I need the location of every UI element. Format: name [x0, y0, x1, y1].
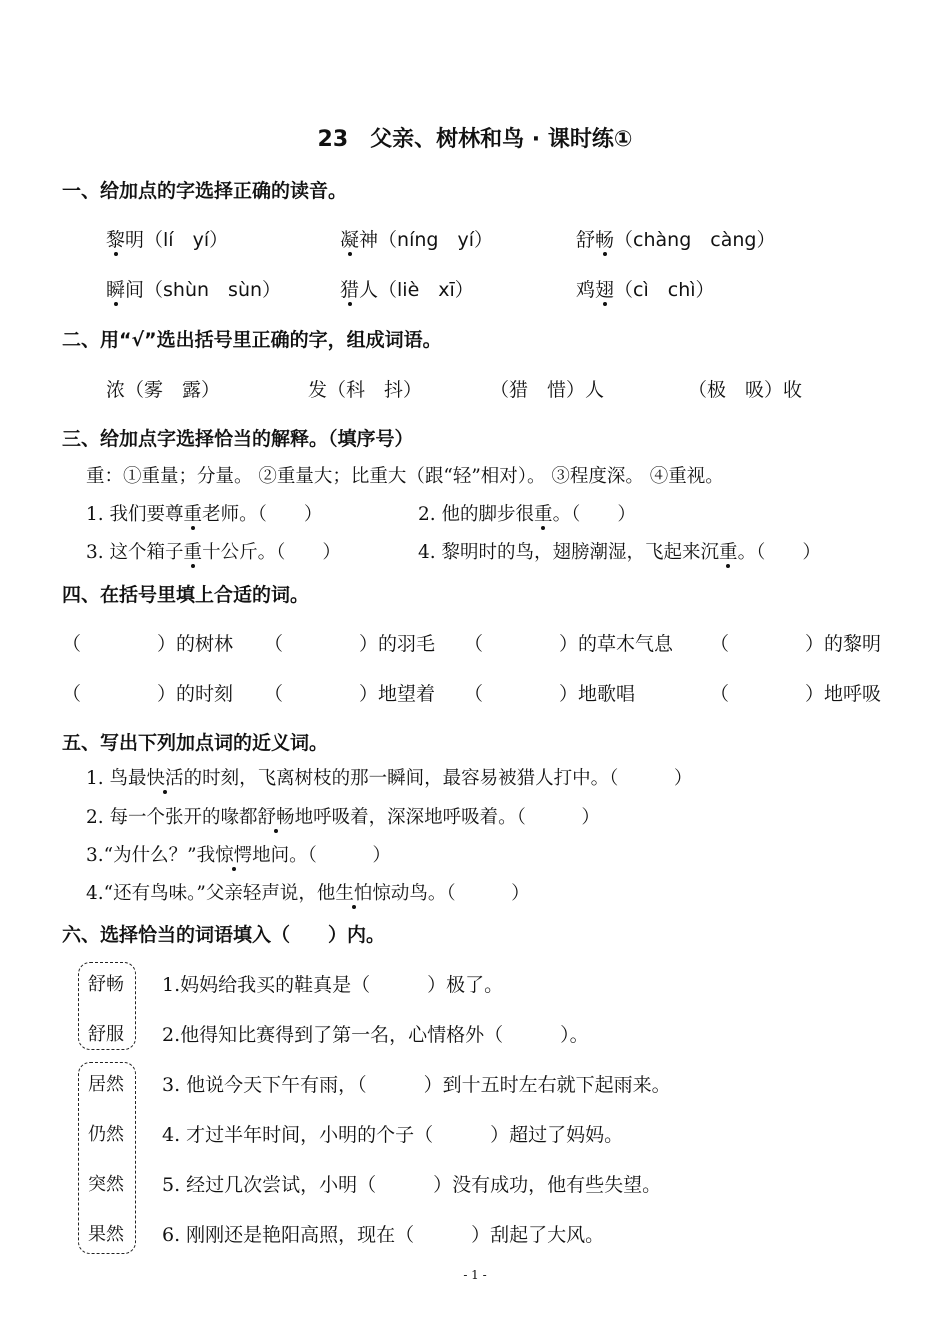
page-title: 23 父亲、树林和鸟 · 课时练①	[317, 127, 633, 152]
box-word: 突然	[88, 1174, 124, 1195]
pinyin-options: （cì chì）	[614, 279, 715, 301]
section-2-heading: 二、用“√”选出括号里正确的字，组成词语。	[62, 329, 442, 351]
choice-item-1: 浓（雾 露）	[106, 379, 221, 401]
sentence-1: 1.妈妈给我买的鞋真是（ ）极了。	[162, 974, 504, 996]
choice-item-2: 发（科 抖）	[308, 379, 423, 401]
choice-item-4: （极 吸）收	[688, 379, 803, 401]
dotted-char: 翅	[595, 279, 615, 301]
box-word: 居然	[88, 1074, 124, 1095]
section-5-heading: 五、写出下列加点词的近义词。	[62, 732, 329, 754]
dotted-word: 生怕	[335, 883, 373, 904]
dotted-char: 猎	[340, 279, 360, 301]
dotted-word: 舒畅	[257, 807, 295, 828]
fill-item-1: （ ）的树林	[62, 633, 234, 655]
section-6-heading: 六、选择恰当的词语填入（ ）内。	[62, 924, 386, 946]
pinyin-item-1: 黎明（lí yí）	[106, 229, 229, 251]
fill-item-8: （ ）地呼吸	[710, 683, 882, 705]
box-word: 果然	[88, 1224, 124, 1245]
sentence-4: 4. 才过半年时间，小明的个子（ ）超过了妈妈。	[162, 1124, 624, 1146]
question-5-1: 1. 鸟最快活的时刻，飞离树枝的那一瞬间，最容易被猎人打中。（ ）	[86, 768, 693, 789]
dotted-word: 惊愕	[215, 845, 253, 866]
question-5-3: 3.“为什么？”我惊愕地问。（ ）	[86, 845, 391, 866]
pinyin-options: （shùn sùn）	[144, 279, 282, 301]
page-number: - 1 -	[463, 1268, 487, 1282]
pinyin-options: （liè xī）	[378, 279, 474, 301]
pinyin-item-6: 鸡翅（cì chì）	[576, 279, 715, 301]
sentence-3: 3. 他说今天下午有雨，（ ）到十五时左右就下起雨来。	[162, 1074, 671, 1096]
fill-item-4: （ ）的黎明	[710, 633, 882, 655]
question-5-2: 2. 每一个张开的喙都舒畅地呼吸着，深深地呼吸着。（ ）	[86, 807, 600, 828]
dotted-char: 重	[183, 504, 203, 525]
sentence-2: 2.他得知比赛得到了第一名，心情格外（ ）。	[162, 1024, 589, 1046]
pinyin-item-3: 舒畅（chàng càng）	[576, 229, 776, 251]
question-3-1: 1. 我们要尊重老师。（ ）	[86, 504, 323, 525]
question-3-2: 2. 他的脚步很重。（ ）	[418, 504, 636, 525]
box-word: 仍然	[88, 1124, 124, 1145]
dotted-char: 重	[534, 504, 553, 525]
box-word: 舒服	[88, 1024, 124, 1045]
definition-line: 重：①重量；分量。 ②重量大；比重大（跟“轻”相对）。 ③程度深。 ④重视。	[86, 466, 724, 487]
question-3-3: 3. 这个箱子重十公斤。（ ）	[86, 542, 341, 563]
pinyin-item-5: 猎人（liè xī）	[340, 279, 474, 301]
section-4-heading: 四、在括号里填上合适的词。	[62, 584, 310, 606]
fill-item-3: （ ）的草木气息	[464, 633, 674, 655]
dotted-char: 畅	[595, 229, 615, 251]
fill-item-5: （ ）的时刻	[62, 683, 234, 705]
choice-item-3: （猎 惜）人	[490, 379, 605, 401]
question-5-4: 4.“还有鸟味。”父亲轻声说，他生怕惊动鸟。（ ）	[86, 883, 530, 904]
dotted-word: 快活	[146, 768, 184, 789]
dotted-char: 凝	[340, 229, 360, 251]
fill-item-2: （ ）的羽毛	[264, 633, 436, 655]
pinyin-options: （níng yí）	[378, 229, 493, 251]
question-3-4: 4. 黎明时的鸟，翅膀潮湿，飞起来沉重。（ ）	[418, 542, 821, 563]
dotted-char: 瞬	[106, 279, 126, 301]
dotted-char: 重	[719, 542, 738, 563]
fill-item-7: （ ）地歌唱	[464, 683, 636, 705]
dotted-char: 黎	[106, 229, 126, 251]
pinyin-item-2: 凝神（níng yí）	[340, 229, 493, 251]
pinyin-item-4: 瞬间（shùn sùn）	[106, 279, 282, 301]
section-3-heading: 三、给加点字选择恰当的解释。（填序号）	[62, 428, 414, 450]
dotted-char: 重	[183, 542, 203, 563]
sentence-5: 5. 经过几次尝试，小明（ ）没有成功，他有些失望。	[162, 1174, 662, 1196]
fill-item-6: （ ）地望着	[264, 683, 436, 705]
pinyin-options: （chàng càng）	[614, 229, 776, 251]
sentence-6: 6. 刚刚还是艳阳高照，现在（ ）刮起了大风。	[162, 1224, 605, 1246]
section-1-heading: 一、给加点的字选择正确的读音。	[62, 180, 348, 202]
pinyin-options: （lí yí）	[144, 229, 229, 251]
box-word: 舒畅	[88, 974, 124, 995]
